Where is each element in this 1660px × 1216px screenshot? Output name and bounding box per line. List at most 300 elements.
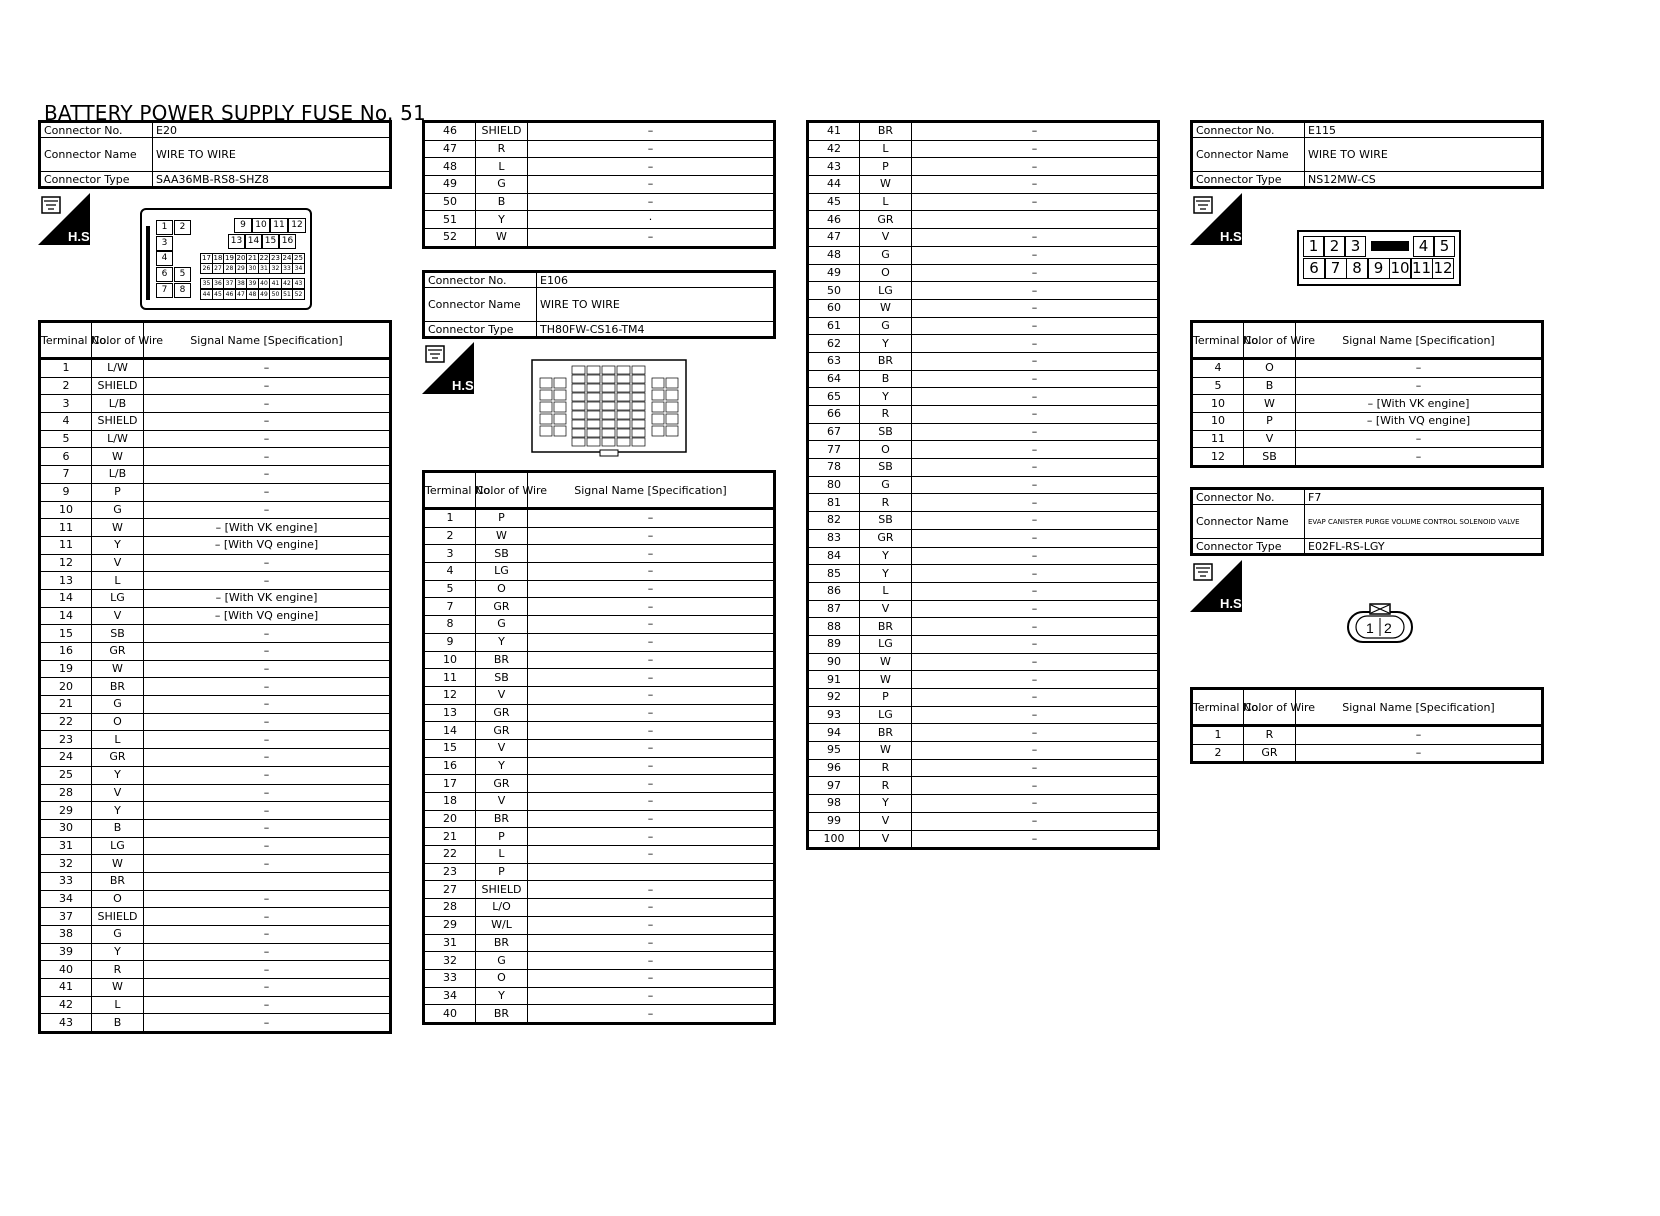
color-cell: B (92, 819, 144, 837)
terminal-cell: 88 (808, 618, 860, 636)
color-cell: G (860, 317, 912, 335)
table-row (424, 775, 775, 793)
connector-e20-diagram (140, 208, 312, 310)
pin-label: 27 (212, 263, 225, 274)
color-cell: L (860, 140, 912, 158)
table-row (424, 669, 775, 687)
signal-cell: – (912, 689, 1159, 707)
table-row (40, 908, 391, 926)
table-row (40, 696, 391, 714)
pin-label: 24 (281, 253, 294, 264)
table-row (1192, 413, 1543, 431)
table-row (808, 671, 1159, 689)
color-cell: O (860, 264, 912, 282)
pin-label: 16 (279, 234, 296, 249)
terminal-cell: 15 (424, 739, 476, 757)
terminal-cell: 86 (808, 582, 860, 600)
table-row (40, 784, 391, 802)
terminal-cell: 11 (1192, 430, 1244, 448)
signal-cell: – (912, 529, 1159, 547)
terminal-cell: 47 (424, 140, 476, 158)
terminal-cell: 96 (808, 759, 860, 777)
signal-cell: – (912, 317, 1159, 335)
terminal-cell: 10 (1192, 395, 1244, 413)
table-row (808, 812, 1159, 830)
signal-cell: – (144, 713, 391, 731)
color-of-wire-header: Color of Wire (476, 472, 528, 509)
signal-cell: – (912, 795, 1159, 813)
table-row (40, 660, 391, 678)
table-row (1192, 744, 1543, 763)
terminal-cell: 33 (424, 969, 476, 987)
signal-cell: – (528, 140, 775, 158)
terminal-cell: 5 (1192, 377, 1244, 395)
table-row (40, 466, 391, 484)
color-cell: SHIELD (92, 413, 144, 431)
color-cell: Y (92, 536, 144, 554)
color-cell: G (476, 952, 528, 970)
table-row (424, 739, 775, 757)
terminal-cell: 78 (808, 459, 860, 477)
signal-cell: – (144, 572, 391, 590)
pin-label: 12 (1433, 259, 1453, 277)
pin-table-f7 (1190, 687, 1544, 764)
signal-cell: – (144, 784, 391, 802)
terminal-cell: 95 (808, 742, 860, 760)
signal-cell: – (912, 618, 1159, 636)
color-cell: GR (476, 704, 528, 722)
signal-name-header: Signal Name [Specification] (1296, 689, 1543, 726)
signal-cell: – (144, 819, 391, 837)
color-cell: SB (860, 423, 912, 441)
pin-label: 29 (235, 263, 248, 274)
color-cell: G (860, 476, 912, 494)
signal-cell: – (528, 916, 775, 934)
terminal-cell: 29 (424, 916, 476, 934)
color-cell: P (476, 863, 528, 881)
signal-cell: – (144, 979, 391, 997)
table-row (808, 299, 1159, 317)
pin-label: 42 (281, 278, 294, 289)
signal-cell: – (528, 651, 775, 669)
pin-label: 31 (258, 263, 271, 274)
terminal-cell: 51 (424, 211, 476, 229)
color-cell: LG (92, 837, 144, 855)
terminal-cell: 5 (40, 430, 92, 448)
table-row (808, 246, 1159, 264)
pin-label: 9 (234, 218, 252, 233)
color-cell: V (860, 812, 912, 830)
signal-cell (528, 863, 775, 881)
terminal-cell: 24 (40, 749, 92, 767)
signal-cell: – (528, 704, 775, 722)
pin-label: 30 (246, 263, 259, 274)
terminal-cell: 39 (40, 943, 92, 961)
table-row (808, 317, 1159, 335)
table-row (808, 724, 1159, 742)
table-row (808, 600, 1159, 618)
signal-cell: – [With VQ engine] (144, 607, 391, 625)
table-row (1192, 359, 1543, 378)
signal-cell: – (144, 660, 391, 678)
terminal-cell: 13 (424, 704, 476, 722)
connector-type-value: E02FL-RS-LGY (1305, 539, 1543, 555)
table-row (808, 547, 1159, 565)
color-cell: W (476, 527, 528, 545)
color-cell: W (860, 742, 912, 760)
table-row (808, 370, 1159, 388)
table-row (424, 1005, 775, 1024)
color-cell: W (1244, 395, 1296, 413)
color-cell: Y (860, 388, 912, 406)
terminal-cell: 48 (424, 158, 476, 176)
terminal-no-header: Terminal No. (40, 322, 92, 359)
color-cell: Y (92, 766, 144, 784)
terminal-cell: 94 (808, 724, 860, 742)
terminal-cell: 49 (424, 176, 476, 194)
signal-cell: – [With VK engine] (144, 589, 391, 607)
pin-label: 51 (281, 289, 294, 300)
color-cell: BR (476, 651, 528, 669)
connector-name-value: WIRE TO WIRE (153, 138, 391, 172)
connector-type-value: NS12MW-CS (1305, 172, 1543, 188)
color-cell: SHIELD (476, 881, 528, 899)
color-cell: BR (860, 618, 912, 636)
signal-cell (144, 872, 391, 890)
terminal-cell: 2 (1192, 744, 1244, 763)
signal-cell: – (528, 881, 775, 899)
signal-cell: – (912, 600, 1159, 618)
signal-cell: – (528, 563, 775, 581)
table-row (40, 413, 391, 431)
terminal-cell: 62 (808, 335, 860, 353)
terminal-cell: 43 (808, 158, 860, 176)
signal-cell: – (144, 643, 391, 661)
signal-cell: – (912, 140, 1159, 158)
color-cell: W/L (476, 916, 528, 934)
table-row (40, 837, 391, 855)
table-row (40, 589, 391, 607)
signal-cell: – (528, 810, 775, 828)
color-cell: GR (92, 643, 144, 661)
signal-cell: – (1296, 359, 1543, 378)
terminal-cell: 89 (808, 635, 860, 653)
terminal-cell: 99 (808, 812, 860, 830)
pin-label: 46 (223, 289, 236, 300)
table-row (40, 943, 391, 961)
color-cell: L (92, 996, 144, 1014)
table-row (808, 742, 1159, 760)
table-row (424, 140, 775, 158)
terminal-cell: 7 (424, 598, 476, 616)
signal-cell: – (528, 828, 775, 846)
terminal-cell: 17 (424, 775, 476, 793)
table-row (808, 689, 1159, 707)
signal-cell: – (528, 899, 775, 917)
terminal-cell: 6 (40, 448, 92, 466)
table-row (808, 476, 1159, 494)
table-row (424, 616, 775, 634)
color-cell: L/B (92, 466, 144, 484)
color-cell: GR (476, 775, 528, 793)
color-cell: O (476, 580, 528, 598)
terminal-no-header: Terminal No. (1192, 689, 1244, 726)
table-row (424, 545, 775, 563)
color-cell: B (860, 370, 912, 388)
table-row (424, 846, 775, 864)
pin-label: 21 (246, 253, 259, 264)
terminal-cell: 21 (424, 828, 476, 846)
terminal-cell: 20 (424, 810, 476, 828)
pin-label: 28 (223, 263, 236, 274)
table-row (424, 969, 775, 987)
terminal-cell: 27 (424, 881, 476, 899)
connector-name-label: Connector Name (1192, 138, 1305, 172)
signal-cell: – (528, 934, 775, 952)
signal-cell: – (912, 512, 1159, 530)
signal-cell: – (144, 837, 391, 855)
color-cell: BR (476, 934, 528, 952)
table-row (808, 777, 1159, 795)
page-title: BATTERY POWER SUPPLY FUSE No. 51 (44, 101, 426, 125)
table-row (424, 793, 775, 811)
signal-cell: – (912, 653, 1159, 671)
pin-label: 10 (252, 218, 270, 233)
terminal-cell: 20 (40, 678, 92, 696)
table-row (424, 193, 775, 211)
table-row (40, 536, 391, 554)
color-cell: GR (860, 211, 912, 229)
signal-cell: – (1296, 448, 1543, 467)
signal-cell: – (144, 483, 391, 501)
terminal-cell: 14 (424, 722, 476, 740)
color-cell: W (92, 660, 144, 678)
table-row (808, 653, 1159, 671)
pin-label: 36 (212, 278, 225, 289)
table-row (424, 176, 775, 194)
signal-cell: – (144, 359, 391, 378)
terminal-cell: 14 (40, 589, 92, 607)
signal-cell: – (528, 969, 775, 987)
terminal-no-header: Terminal No. (424, 472, 476, 509)
terminal-cell: 81 (808, 494, 860, 512)
pin-label: 18 (212, 253, 225, 264)
terminal-cell: 50 (424, 193, 476, 211)
terminal-cell: 42 (808, 140, 860, 158)
signal-cell: – (912, 423, 1159, 441)
terminal-cell: 10 (424, 651, 476, 669)
terminal-cell: 10 (40, 501, 92, 519)
color-cell: V (476, 739, 528, 757)
connector-no-label: Connector No. (1192, 489, 1305, 505)
signal-cell: – (912, 229, 1159, 247)
table-row (424, 757, 775, 775)
pin-label: 43 (292, 278, 305, 289)
color-cell: BR (860, 352, 912, 370)
table-row (808, 388, 1159, 406)
signal-cell: – [With VK engine] (1296, 395, 1543, 413)
signal-cell: – (144, 625, 391, 643)
table-row (40, 979, 391, 997)
signal-cell: – [With VK engine] (144, 519, 391, 537)
signal-cell: – (912, 706, 1159, 724)
pin-label: 49 (258, 289, 271, 300)
color-cell: P (476, 509, 528, 528)
terminal-cell: 11 (424, 669, 476, 687)
terminal-cell: 28 (424, 899, 476, 917)
color-cell: L (476, 846, 528, 864)
signal-cell: – (912, 246, 1159, 264)
color-cell: GR (1244, 744, 1296, 763)
table-row (424, 952, 775, 970)
signal-cell: – (912, 565, 1159, 583)
color-cell: BR (476, 810, 528, 828)
pin-label: 32 (269, 263, 282, 274)
connector-type-label: Connector Type (1192, 172, 1305, 188)
terminal-cell: 46 (424, 122, 476, 141)
color-cell: L (476, 158, 528, 176)
pin-label: 14 (245, 234, 262, 249)
pin-label: 20 (235, 253, 248, 264)
pin-label: 5 (1434, 236, 1455, 257)
pin-table-e106-b (806, 120, 1160, 850)
terminal-cell: 19 (40, 660, 92, 678)
terminal-cell: 41 (808, 122, 860, 141)
signal-cell: – (528, 598, 775, 616)
pin-label: 40 (258, 278, 271, 289)
terminal-cell: 85 (808, 565, 860, 583)
signal-cell: – (912, 370, 1159, 388)
color-cell: SB (1244, 448, 1296, 467)
connector-no-label: Connector No. (424, 272, 537, 288)
table-row (424, 580, 775, 598)
signal-cell: – (528, 633, 775, 651)
terminal-cell: 23 (40, 731, 92, 749)
signal-cell: – (1296, 744, 1543, 763)
signal-cell: – (912, 176, 1159, 194)
pin-label: 2 (1324, 236, 1345, 257)
table-row (40, 961, 391, 979)
color-cell: G (92, 696, 144, 714)
color-cell: LG (476, 563, 528, 581)
color-cell: V (1244, 430, 1296, 448)
terminal-cell: 1 (1192, 726, 1244, 745)
terminal-cell: 67 (808, 423, 860, 441)
terminal-cell: 90 (808, 653, 860, 671)
table-row (40, 802, 391, 820)
color-cell: GR (476, 598, 528, 616)
pin-label: 7 (156, 283, 173, 298)
signal-cell: – (144, 413, 391, 431)
terminal-cell: 48 (808, 246, 860, 264)
terminal-cell: 10 (1192, 413, 1244, 431)
color-cell: W (860, 671, 912, 689)
color-cell: W (476, 229, 528, 248)
terminal-cell: 87 (808, 600, 860, 618)
signal-cell: – (144, 855, 391, 873)
table-row (40, 678, 391, 696)
table-row (40, 766, 391, 784)
color-cell: BR (860, 122, 912, 141)
connector-e115-diagram (1297, 230, 1461, 286)
signal-cell: – (528, 122, 775, 141)
signal-cell: – (528, 527, 775, 545)
terminal-cell: 30 (40, 819, 92, 837)
table-row (808, 335, 1159, 353)
color-cell: GR (860, 529, 912, 547)
table-row (1192, 430, 1543, 448)
pin-label: 45 (212, 289, 225, 300)
color-cell: P (860, 689, 912, 707)
table-row (424, 987, 775, 1005)
pin-label: 11 (270, 218, 288, 233)
pin-label: 8 (1346, 258, 1368, 279)
terminal-cell: 42 (40, 996, 92, 1014)
table-row (40, 855, 391, 873)
terminal-cell: 12 (1192, 448, 1244, 467)
color-cell: L/O (476, 899, 528, 917)
connector-f7-info (1190, 487, 1544, 556)
signal-cell: – (144, 696, 391, 714)
terminal-cell: 83 (808, 529, 860, 547)
connector-type-label: Connector Type (424, 322, 537, 338)
svg-text:H.S.: H.S. (68, 229, 94, 244)
signal-cell: – (528, 987, 775, 1005)
pin-label: 4 (1413, 236, 1434, 257)
color-cell: V (92, 607, 144, 625)
signal-cell: – (144, 802, 391, 820)
signal-cell (912, 211, 1159, 229)
connector-e106-diagram (530, 358, 688, 458)
terminal-cell: 21 (40, 696, 92, 714)
terminal-cell: 34 (424, 987, 476, 1005)
table-row (424, 158, 775, 176)
color-cell: O (1244, 359, 1296, 378)
color-cell: L (860, 582, 912, 600)
color-cell: R (860, 777, 912, 795)
table-row (808, 140, 1159, 158)
terminal-cell: 11 (40, 519, 92, 537)
connector-type-value: TH80FW-CS16-TM4 (537, 322, 775, 338)
pin-table-e20-b (422, 120, 776, 249)
table-row (424, 229, 775, 248)
table-row (808, 582, 1159, 600)
table-row (808, 229, 1159, 247)
color-cell: W (92, 519, 144, 537)
color-cell: W (92, 855, 144, 873)
pin-table-e106-a (422, 470, 776, 1025)
harness-side-icon (1190, 193, 1246, 245)
table-row (40, 607, 391, 625)
color-cell: G (92, 501, 144, 519)
color-cell: L (92, 572, 144, 590)
terminal-cell: 91 (808, 671, 860, 689)
color-cell: Y (92, 943, 144, 961)
color-cell: Y (92, 802, 144, 820)
terminal-cell: 28 (40, 784, 92, 802)
color-cell: Y (860, 335, 912, 353)
signal-cell: – (912, 441, 1159, 459)
signal-cell: – (144, 395, 391, 413)
color-cell: Y (860, 547, 912, 565)
signal-cell: – (144, 908, 391, 926)
color-cell: Y (476, 987, 528, 1005)
pin-label: 1 (1303, 236, 1324, 257)
terminal-no-header: Terminal No. (1192, 322, 1244, 359)
color-cell: SB (860, 459, 912, 477)
connector-no-value: E106 (537, 272, 775, 288)
terminal-cell: 40 (424, 1005, 476, 1024)
